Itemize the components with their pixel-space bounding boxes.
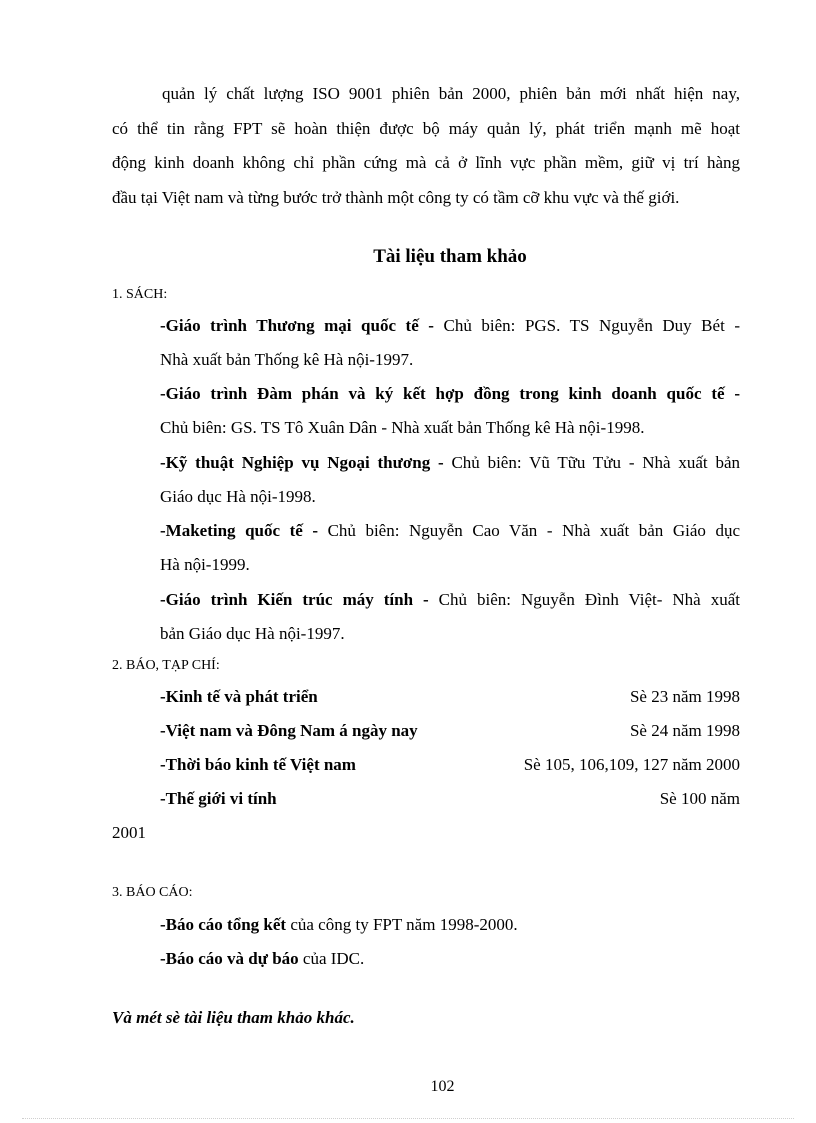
reference-detail: Nhà xuất bản Thống kê Hà nội-1997.: [160, 350, 414, 369]
report-title: -Báo cáo tổng kết: [160, 915, 287, 934]
intro-line: có thể tin rằng FPT sẽ hoàn thiện được bộ máy quản lý, phát triển mạnh mẽ hoạt: [112, 118, 740, 138]
reference-title: -Maketing quốc tế -: [160, 521, 319, 540]
journal-title: -Việt nam và Đông Nam á ngày nay: [160, 721, 418, 740]
reference-detail: Hà nội-1999.: [160, 555, 250, 574]
closing-note: Và mét sè tài liệu tham khảo khác.: [112, 1008, 355, 1027]
report-title: -Báo cáo và dự báo: [160, 949, 299, 968]
reference-detail: bản Giáo dục Hà nội-1997.: [160, 624, 345, 643]
footer-divider: [22, 1118, 794, 1119]
journal-row: [160, 782, 740, 816]
intro-paragraph: [112, 77, 740, 215]
journal-issue: Sè 105, 106,109, 127 năm 2000: [523, 755, 740, 774]
journal-row: [160, 714, 740, 748]
reference-book: [160, 446, 740, 514]
reference-book: [160, 514, 740, 582]
report-detail: của công ty FPT năm 1998-2000.: [286, 915, 518, 934]
reference-title: -Giáo trình Đàm phán và ký kết hợp đồng trong kinh doanh quốc tế -: [160, 384, 740, 403]
references-heading: Tài liệu tham khảo: [373, 246, 527, 267]
journal-issue: Sè 100 năm: [659, 789, 740, 808]
journal-title: -Thế giới vi tính: [160, 789, 277, 808]
journal-row: [160, 680, 740, 714]
reference-book: [160, 377, 740, 445]
intro-line: đầu tại Việt nam và từng bước trở thành một công ty có tầm cỡ khu vực và thế giới.: [112, 187, 680, 207]
page-number: 102: [430, 1078, 455, 1095]
reference-book: [160, 309, 740, 377]
journal-issue: Sè 23 năm 1998: [629, 687, 740, 706]
intro-line: động kinh doanh không chỉ phần cứng mà cả ở lĩnh vực phần mềm, giữ vị trí hàng: [112, 153, 740, 172]
section-label-reports: 3. BÁO CÁO:: [112, 885, 193, 900]
reference-title: -Kỹ thuật Nghiệp vụ Ngoại thương -: [160, 453, 444, 472]
journal-title: -Kinh tế và phát triển: [160, 687, 318, 706]
reference-detail: Chủ biên: Vũ Tữu Tửu - Nhà xuất bản: [443, 453, 740, 472]
report-item: [160, 915, 518, 935]
reference-detail: Giáo dục Hà nội-1998.: [160, 487, 316, 506]
reference-detail: Chủ biên: GS. TS Tô Xuân Dân - Nhà xuất bản Thống kê Hà nội-1998.: [160, 418, 645, 437]
report-detail: của IDC.: [298, 949, 365, 968]
journal-issue: Sè 24 năm 1998: [629, 721, 740, 740]
section-label-books: 1. SÁCH:: [112, 287, 168, 302]
journal-title: -Thời báo kinh tế Việt nam: [160, 755, 356, 774]
reference-book: [160, 583, 740, 651]
reference-title: -Giáo trình Thương mại quốc tế -: [160, 316, 434, 335]
reference-detail: Chủ biên: PGS. TS Nguyễn Duy Bét -: [433, 316, 740, 335]
intro-line: quản lý chất lượng ISO 9001 phiên bản 2000, phiên bản mới nhất hiện nay,: [162, 84, 740, 103]
report-item: [160, 949, 364, 969]
journal-issue-overflow: 2001: [112, 823, 146, 842]
journal-row: [160, 748, 740, 782]
reference-detail: Chủ biên: Nguyễn Đình Việt- Nhà xuất: [428, 590, 740, 609]
reference-detail: Chủ biên: Nguyễn Cao Văn - Nhà xuất bản Giáo dục: [318, 521, 740, 540]
section-label-journals: 2. BÁO, TẠP CHÍ:: [112, 658, 220, 673]
reference-title: -Giáo trình Kiến trúc máy tính -: [160, 590, 429, 609]
